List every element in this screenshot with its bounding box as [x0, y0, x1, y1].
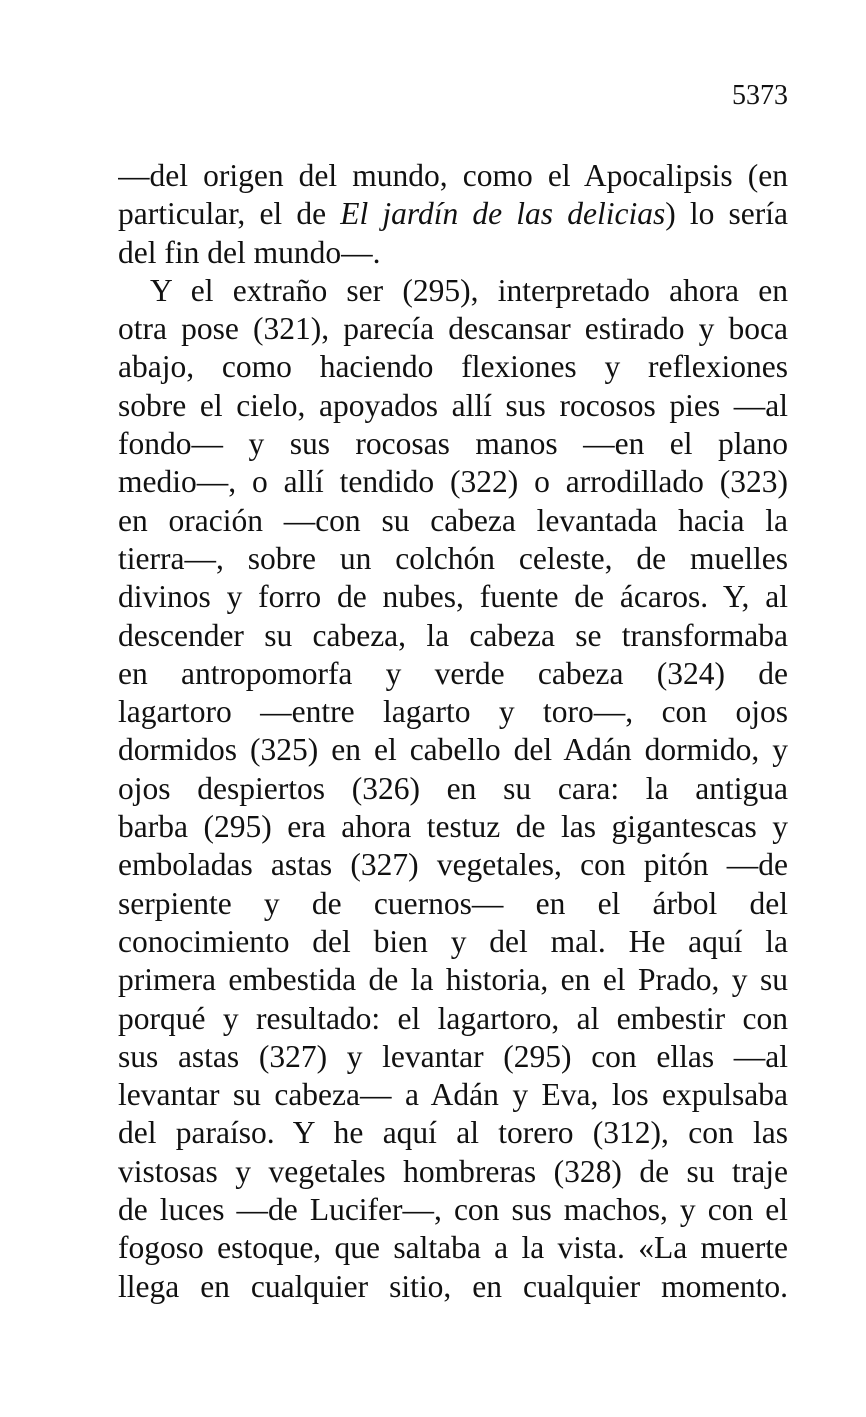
text-line: serpiente y de cuernos— en el árbol del: [118, 885, 788, 921]
text-line: lagartoro —entre lagarto y toro—, con ojos: [118, 694, 788, 730]
text-line: en oración —con su cabeza levantada hacia la: [118, 502, 788, 538]
text-line: descender su cabeza, la cabeza se transformaba: [118, 617, 788, 653]
text-line: divinos y forro de nubes, fuente de ácaros. Y, al: [118, 579, 788, 615]
paragraph-first-line: Y el extraño ser (295), interpretado ahora en: [150, 272, 788, 308]
text-line: medio—, o allí tendido (322) o arrodillado (323): [118, 464, 788, 500]
text-line: del fin del mundo—.: [118, 234, 381, 270]
text-line: dormidos (325) en el cabello del Adán dormido, y: [118, 732, 788, 768]
text-segment: ) lo sería: [665, 196, 788, 232]
text-line: fogoso estoque, que saltaba a la vista. «La muerte: [118, 1230, 788, 1266]
text-line: barba (295) era ahora testuz de las gigantescas y: [118, 809, 788, 845]
text-line: sus astas (327) y levantar (295) con ellas —al: [118, 1038, 788, 1074]
italic-title: El jardín de las delicias: [340, 196, 666, 232]
text-line: sobre el cielo, apoyados allí sus rocosos pies —al: [118, 387, 788, 423]
text-line: otra pose (321), parecía descansar estirado y boca: [118, 311, 788, 347]
text-line: en antropomorfa y verde cabeza (324) de: [118, 655, 788, 691]
text-line: porqué y resultado: el lagartoro, al embestir con: [118, 1000, 788, 1036]
body-text: [118, 157, 788, 1306]
text-line: levantar su cabeza— a Adán y Eva, los expulsaba: [118, 1077, 788, 1113]
text-line: de luces —de Lucifer—, con sus machos, y con el: [118, 1192, 788, 1228]
text-line: [118, 195, 788, 233]
text-line: ojos despiertos (326) en su cara: la antigua: [118, 770, 788, 806]
text-segment: particular, el de: [118, 196, 341, 232]
text-line: abajo, como haciendo flexiones y reflexiones: [118, 349, 788, 385]
text-line: conocimiento del bien y del mal. He aquí la: [118, 923, 788, 959]
text-line: tierra—, sobre un colchón celeste, de muelles: [118, 540, 788, 576]
text-line: vistosas y vegetales hombreras (328) de su traje: [118, 1153, 788, 1189]
text-line: fondo— y sus rocosas manos —en el plano: [118, 426, 788, 462]
text-line: llega en cualquier sitio, en cualquier momento.: [118, 1268, 788, 1304]
text-line: —del origen del mundo, como el Apocalipsis (en: [118, 158, 788, 193]
text-line: primera embestida de la historia, en el Prado, y su: [118, 962, 788, 998]
text-line: emboladas astas (327) vegetales, con pitón —de: [118, 847, 788, 883]
text-line: del paraíso. Y he aquí al torero (312), con las: [118, 1115, 788, 1151]
page-number: 5373: [732, 80, 788, 111]
